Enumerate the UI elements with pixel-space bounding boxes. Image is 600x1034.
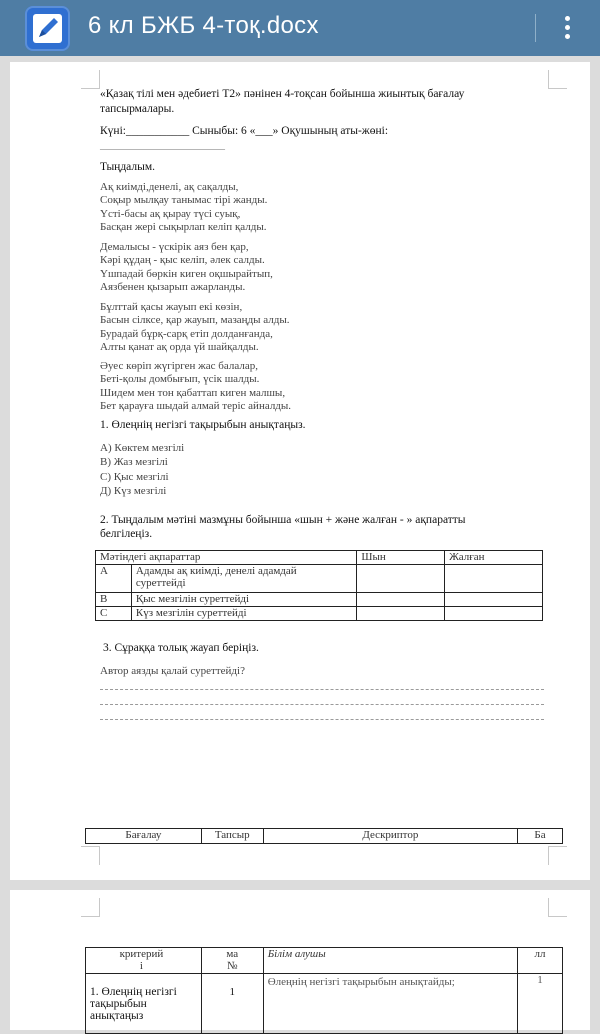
answer-line[interactable]	[100, 689, 544, 690]
table-row: C Күз мезгілін суреттейді	[96, 607, 543, 621]
doc-heading-cont: тапсырмалары.	[100, 103, 175, 115]
answer-cell-true[interactable]	[357, 607, 445, 621]
table-header: Жалған	[445, 551, 543, 565]
assessment-header-table	[85, 828, 563, 844]
poem-stanza-3: Бұлттай қасы жауып екі көзін, Басын сілксе, қар жауып, мазаңды алды. Бурадай бұрқ-сарқ етіп долданғанда, Алты қанат ақ орда үй шайқалды.	[100, 301, 290, 354]
table-header: Шын	[357, 551, 445, 565]
table-header: лл	[518, 948, 563, 974]
app-bar	[0, 0, 600, 56]
question-3-prompt: Автор аязды қалай суреттейді?	[100, 665, 245, 677]
question-1-options: A) Көктем мезгілі B) Жаз мезгілі C) Қыс мезгілі Д) Күз мезгілі	[100, 442, 185, 498]
answer-cell-false[interactable]	[445, 565, 543, 593]
crop-mark	[548, 898, 567, 917]
table-header: Мәтіндегі ақпараттар	[96, 551, 357, 565]
table-row: B Қыс мезгілін суреттейді	[96, 593, 543, 607]
question-1: 1. Өлеңнің негізгі тақырыбын анықтаңыз.	[100, 419, 306, 431]
student-info-line: Күні:___________ Сыныбы: 6 «___» Оқушының аты-жөні:	[100, 125, 389, 137]
poem-stanza-2: Демалысы - үскірік аяз бен қар, Кәрі құдаң - қыс келіп, әлек салды. Үшпадай бөркін киген оқшырайтып, Аязбенен қызарып ажарланды.	[100, 241, 273, 294]
document-page-1[interactable]	[10, 62, 590, 880]
table-header: Ба	[518, 829, 563, 844]
poem-stanza-4: Әуес көріп жүгірген жас балалар, Беті-қолы домбығып, үсік шалды. Шидем мен тон қабаттап киген малшы, Бет қарауға шыдай алмай теріс айналды.	[100, 360, 292, 413]
document-edit-icon[interactable]	[25, 6, 70, 51]
section-listening: Тыңдалым.	[100, 161, 156, 173]
table-header: Бағалау	[86, 829, 202, 844]
table-header: Білім алушы	[263, 948, 517, 974]
document-title: 6 кл БЖБ 4-тоқ.docx	[88, 12, 319, 39]
table-header: Дескриптор	[263, 829, 517, 844]
table-row: A Адамды ақ киімді, денелі адамдай суреттейді	[96, 565, 543, 593]
overflow-menu-icon[interactable]	[556, 14, 580, 42]
table-row: 1. Өлеңнің негізгі тақырыбын анықтаңыз 1 Өлеңнің негізгі тақырыбын анықтайды; 1	[86, 974, 563, 1034]
table-header: Тапсыр	[201, 829, 263, 844]
crop-mark	[81, 70, 100, 89]
question-2: 2. Тыңдалым мәтіні мазмұны бойынша «шын + және жалған - » ақпаратты	[100, 514, 466, 526]
question-3: 3. Сұраққа толық жауап беріңіз.	[103, 642, 259, 654]
crop-mark	[548, 846, 567, 865]
answer-cell-true[interactable]	[357, 565, 445, 593]
true-false-table	[95, 550, 543, 621]
crop-mark	[81, 898, 100, 917]
answer-cell-false[interactable]	[445, 593, 543, 607]
question-2-cont: белгілеңіз.	[100, 528, 153, 540]
answer-line[interactable]	[100, 719, 544, 720]
crop-mark	[548, 70, 567, 89]
answer-cell-false[interactable]	[445, 607, 543, 621]
app-bar-divider	[535, 14, 536, 42]
answer-line[interactable]	[100, 704, 544, 705]
poem-stanza-1: Ақ киімді,денелі, ақ сақалды, Соқыр мылқау танымас тірі жанды. Үсті-басы ақ қырау түсі суық, Басқан жері сықырлап келіп қалды.	[100, 181, 268, 234]
answer-cell-true[interactable]	[357, 593, 445, 607]
document-page-2[interactable]	[10, 890, 590, 1030]
crop-mark	[81, 846, 100, 865]
student-name-underline: _________________________	[100, 140, 225, 151]
doc-heading: «Қазақ тілі мен әдебиеті Т2» пәнінен 4-тоқсан бойынша жиынтық бағалау	[100, 88, 465, 100]
assessment-criteria-table: критерий і ма № Білім алушы лл 1. Өлеңнің негізгі тақырыбын анықтаңыз 1 Өлеңнің негізгі тақырыбын анықтайды; 1	[85, 947, 563, 1034]
